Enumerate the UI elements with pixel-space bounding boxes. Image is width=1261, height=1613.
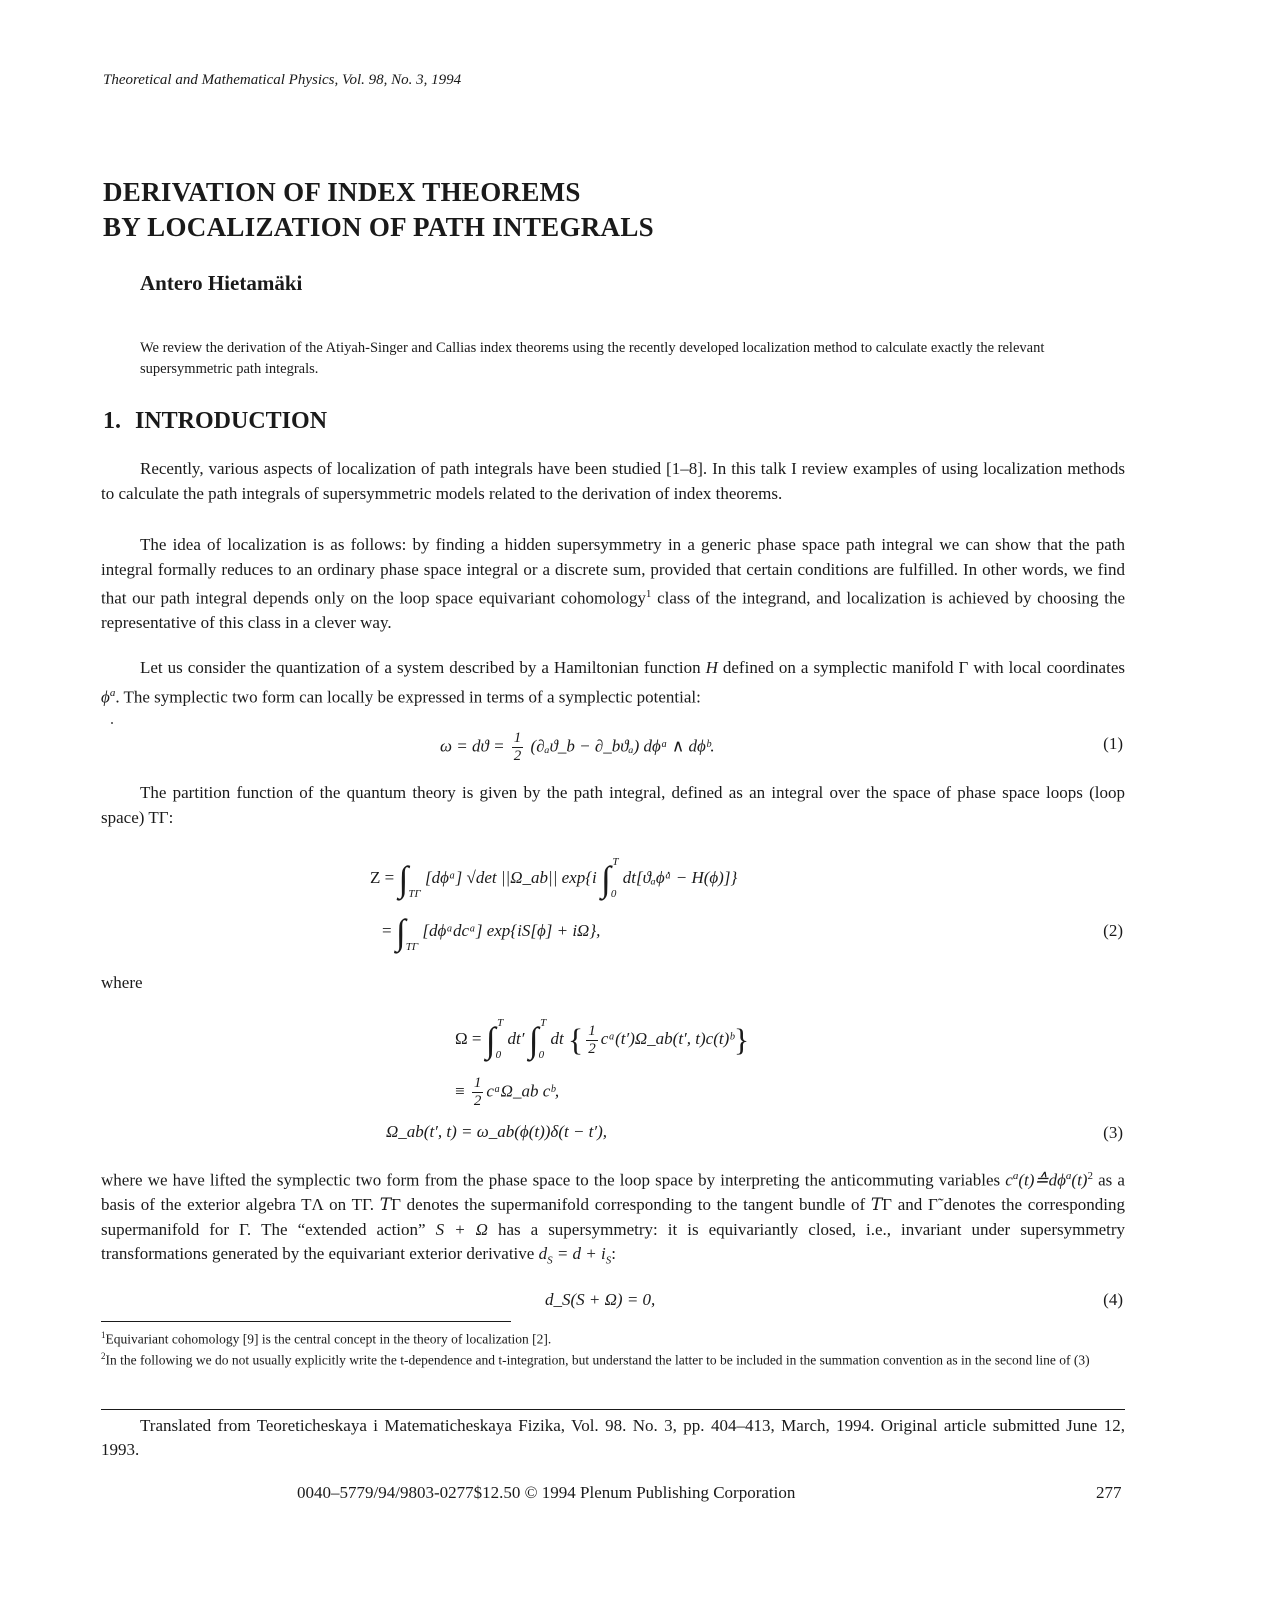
equation-2-line-1 xyxy=(370,856,737,900)
eq3-line2-lhs: ≡ xyxy=(455,1081,465,1101)
equation-3-label: (3) xyxy=(1103,1123,1123,1142)
eq3-frac-num-2: 1 xyxy=(473,1075,482,1091)
eq2-line2-body: [dϕᵃdcᵃ] exp{iS[ϕ] + iΩ}, xyxy=(422,920,601,940)
eq3-upper-Tb: T xyxy=(540,1017,547,1029)
equation-3-line-2 xyxy=(455,1075,559,1110)
journal-header: Theoretical and Mathematical Physics, Vol. 98, No. 3, 1994 xyxy=(103,72,462,88)
paragraph-5-text-a: where we have lifted the symplectic two form from the phase space to the loop space by interpreting the anticommuting variables xyxy=(101,1170,1006,1190)
eq1-lhs: ω = dϑ = xyxy=(440,736,509,756)
where-text: where xyxy=(101,973,143,992)
symbol-iS-sub: S xyxy=(605,1254,612,1267)
symbol-dS: d xyxy=(538,1244,548,1264)
section-number: 1. xyxy=(103,408,121,434)
eq1-rhs: (∂ xyxy=(526,736,545,756)
symbol-c: c xyxy=(1005,1170,1013,1190)
integral-sign-icon: ∫ xyxy=(485,1020,496,1061)
title-line-2: BY LOCALIZATION OF PATH INTEGRALS xyxy=(103,212,654,242)
eq2-upper-T: T xyxy=(612,856,619,868)
paragraph-2-text-b: class of the integrand, and localization is achieved by choosing the representative of this class in a clever way. xyxy=(101,588,1125,633)
eq2-line1-body: [dϕᵃ] √det ||Ω_ab|| exp{i xyxy=(424,868,597,887)
paragraph-3 xyxy=(101,656,1125,710)
eq3-half xyxy=(586,1023,598,1058)
integral-sign-icon: ∫ xyxy=(398,859,409,900)
equation-3-line-1 xyxy=(455,1017,749,1061)
eq3-line2-body: cᵃΩ_ab cᵇ, xyxy=(486,1081,560,1101)
abstract: We review the derivation of the Atiyah-Singer and Callias index theorems using the recently developed localization method to calculate exactly the relevant supersymmetric path integrals. xyxy=(140,340,1045,377)
paper-title xyxy=(103,175,654,245)
eq3-lower-0b: 0 xyxy=(538,1049,545,1061)
footnote-divider xyxy=(101,1321,511,1322)
symbol-S-Omega: S + Ω xyxy=(435,1219,488,1239)
eq3-half-2 xyxy=(472,1075,484,1110)
eq3-dtprime: dt′ xyxy=(507,1029,525,1048)
author: Antero Hietamäki xyxy=(140,271,303,295)
eq2-sub-TT: TΓ xyxy=(408,888,421,900)
equation-1 xyxy=(440,730,715,765)
eq3-upper-T: T xyxy=(497,1017,504,1029)
eq2-line1-lhs: Z = xyxy=(370,868,395,887)
paragraph-2 xyxy=(101,533,1125,636)
integral-sign-icon: ∫ xyxy=(528,1020,539,1061)
eq2-line1-tail: dt[ϑₐϕ̇ᵃ − H(ϕ)]} xyxy=(622,868,738,887)
footnote-2-text: In the following we do not usually explicitly write the t-dependence and t-integration, but understand the latter to be included in the summation convention as in the second line of (3) xyxy=(105,1352,1090,1368)
eq3-frac-den: 2 xyxy=(588,1040,596,1057)
equation-1-label: (1) xyxy=(1103,734,1123,753)
paragraph-3-text-a: Let us consider the quantization of a system described by a Hamiltonian function xyxy=(140,658,706,677)
title-line-1: DERIVATION OF INDEX THEOREMS xyxy=(103,177,581,207)
equation-4: d_S(S + Ω) = 0, xyxy=(545,1290,656,1309)
integral-sign-icon: ∫ xyxy=(601,859,611,900)
equation-4-label: (4) xyxy=(1103,1290,1123,1309)
equation-3-line-3: Ω_ab(t′, t) = ω_ab(ϕ(t))δ(t − t′), xyxy=(386,1122,608,1141)
eq3-brace-open: { xyxy=(567,1021,584,1058)
paragraph-2-text-a: The idea of localization is as follows: by finding a hidden supersymmetry in a generic phase space path integral we can show that the path integral formally reduces to an ordinary phase space integral or a discrete sum, provided that certain conditions are fulfilled. In other words, we find that our path integral depends only on the loop space equivariant cohomology xyxy=(101,535,1125,608)
paragraph-5-text-c: has a supersymmetry: it is equivariantly closed, i.e., invariant under supersymmetry transformations generated by the equivariant exterior derivative xyxy=(101,1219,1126,1264)
translation-note: Translated from Teoreticheskaya i Matematicheskaya Fizika, Vol. 98. No. 3, pp. 404–413, March, 1994. Original article submitted June 12, 1993. xyxy=(101,1416,1125,1459)
footnote-1-text: Equivariant cohomology [9] is the central concept in the theory of localization [2]. xyxy=(105,1331,552,1347)
equation-2-label: (2) xyxy=(1103,921,1123,940)
paragraph-5: where we have lifted the symplectic two form from the phase space to the loop space by interpreting the anticommuting variables $c^a(t)≙d\phi^a(t)^2$ as a basis of the exterior algebra TΛ on TΓ. 𝑇Γ denotes the supermanifold corresponding to the tangent bundle of 𝑇Γ and Γ̃ denotes the corresponding supermanifold for Γ. The “extended action” S + Ω has a supersymmetry: it is equivariantly closed, i.e., invariant under supersymmetry transformations generated by the equivariant exterior derivative $d_S = d + i_S$: xyxy=(101,1170,1126,1267)
scan-dot xyxy=(111,722,113,724)
symbol-dS-sub: S xyxy=(547,1254,553,1267)
paragraph-5-text-b: as a basis of the exterior algebra TΛ on TΓ. 𝑇Γ denotes the supermanifold corresponding to the tangent bundle of 𝑇Γ and Γ̃ denotes the corresponding supermanifold for Γ. The “extended action” xyxy=(101,1170,1125,1239)
paragraph-3-text-b: defined on a symplectic manifold Γ with local coordinates xyxy=(717,658,1125,677)
paragraph-3-text-c: . The symplectic two form can locally be expressed in terms of a symplectic potential: xyxy=(115,687,701,707)
eq3-dt: dt xyxy=(550,1029,564,1048)
eq3-lower-0: 0 xyxy=(495,1049,502,1061)
eq1-body: ₐϑ_b − ∂_bϑₐ) dϕᵃ ∧ dϕᵇ. xyxy=(544,736,715,756)
bottom-divider xyxy=(101,1409,1125,1410)
page-number: 277 xyxy=(1096,1483,1122,1502)
equation-2-line-2 xyxy=(382,914,600,953)
eq2-lower-0: 0 xyxy=(610,888,617,900)
paragraph-1: Recently, various aspects of localization of path integrals have been studied [1–8]. In this talk I review examples of using localization methods to calculate the path integrals of supersymmetric models related to the derivation of index theorems. xyxy=(101,459,1125,503)
symbol-dS-rest: = d + i xyxy=(552,1244,606,1264)
colon: : xyxy=(611,1244,616,1264)
eq3-frac-num: 1 xyxy=(588,1022,596,1039)
footnote-2 xyxy=(101,1346,1125,1371)
symbol-c-sup: a xyxy=(1012,1170,1019,1182)
eq3-frac-den-2: 2 xyxy=(473,1093,482,1109)
eq1-frac-num: 1 xyxy=(513,730,522,746)
symbol-phi-sup: a xyxy=(109,686,116,699)
eq3-brace-close: } xyxy=(733,1021,750,1058)
footnote-ref-1: 1 xyxy=(645,588,652,600)
paragraph-4: The partition function of the quantum theory is given by the path integral, defined as an integral over the space of phase space loops (loop space) TΓ: xyxy=(101,783,1125,827)
copyright-line: 0040–5779/94/9803-0277$12.50 © 1994 Plenum Publishing Corporation xyxy=(297,1483,796,1502)
section-heading-introduction xyxy=(103,408,327,435)
eq1-frac-den: 2 xyxy=(513,748,522,764)
eq1-half xyxy=(512,730,524,765)
section-title: INTRODUCTION xyxy=(135,408,328,434)
footnote-ref-2: 2 xyxy=(1087,1170,1093,1182)
eq3-line1-body: cᵃ(t′)Ω_ab(t′, t)c(t)ᵇ xyxy=(600,1029,734,1048)
symbol-H: H xyxy=(705,658,718,677)
footnote-2-mark: 2 xyxy=(101,1351,106,1361)
symbol-dphi-sup: a xyxy=(1065,1170,1072,1182)
eq3-line1-lhs: Ω = xyxy=(455,1029,482,1048)
integral-sign-icon: ∫ xyxy=(395,912,406,952)
eq2-line2-lhs: = xyxy=(382,920,392,940)
symbol-phi: ϕ xyxy=(101,687,110,707)
footnote-1-mark: 1 xyxy=(101,1330,106,1340)
eq2-sub-TT-2: TΓ xyxy=(405,940,419,953)
